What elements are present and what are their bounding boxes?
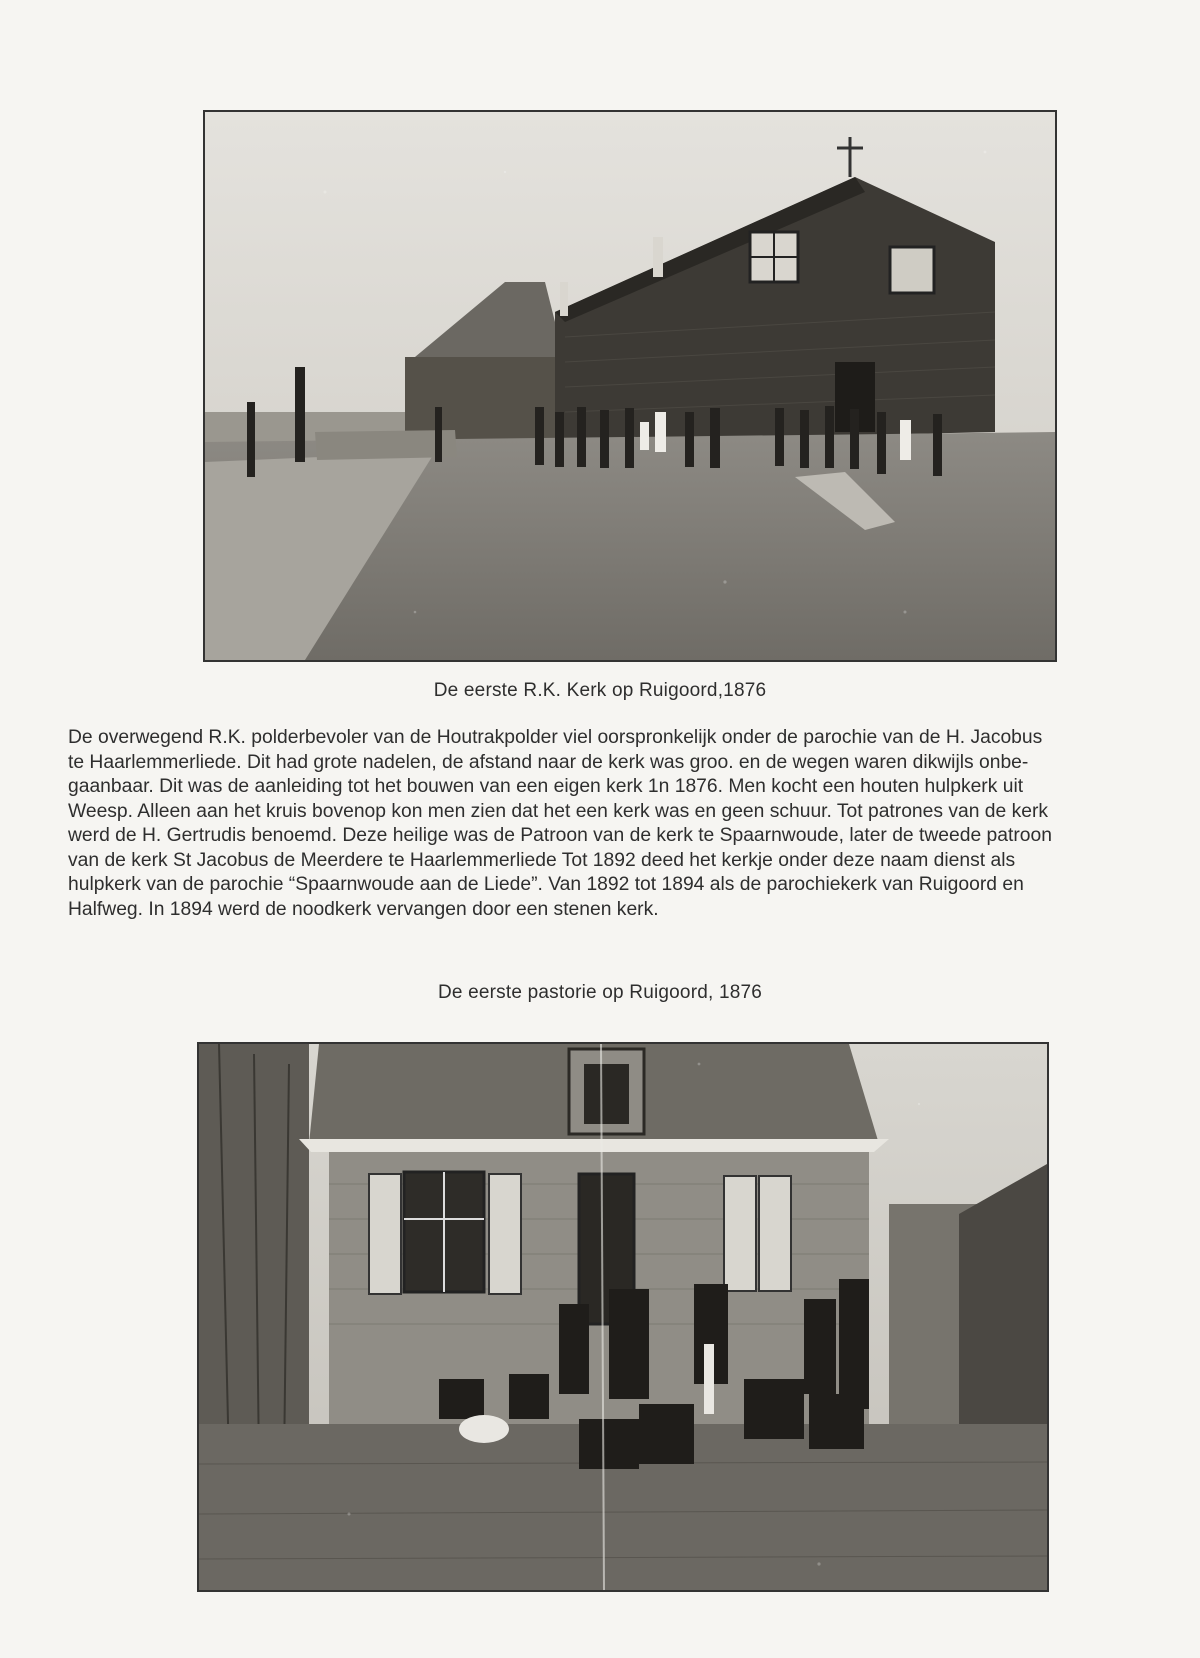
church-photo-caption: De eerste R.K. Kerk op Ruigoord,1876 — [433, 680, 767, 701]
paragraph-line: hulpkerk van de parochie “Spaarnwoude aan de Liede”. Van 1892 tot 1894 als de parochiekerk van Ruigoord en — [68, 874, 1024, 895]
rectory-photo-caption: De eerste pastorie op Ruigoord, 1876 — [437, 982, 763, 1003]
rectory-photo-image — [199, 1044, 1047, 1590]
paragraph-line: Halfweg. In 1894 werd de noodkerk vervangen door een stenen kerk. — [68, 898, 659, 920]
paragraph-line: van de kerk St Jacobus de Meerdere te Haarlemmerliede Tot 1892 deed het kerkje onder deze naam dienst als — [68, 849, 1016, 871]
paragraph-line: gaanbaar. Dit was de aanleiding tot het bouwen van een eigen kerk 1n 1876. Men kocht een houten hulpkerk uit — [68, 776, 1024, 797]
history-paragraph — [68, 726, 1148, 922]
paragraph-line: werd de H. Gertrudis benoemd. Deze heilige was de Patroon van de kerk te Spaarnwoude, later de tweede patroon — [68, 825, 1052, 846]
church-photo-image — [205, 112, 1055, 660]
paragraph-line: te Haarlemmerliede. Dit had grote nadelen, de afstand naar de kerk was groo. en de wegen waren dikwijls onbe- — [68, 751, 1029, 773]
rectory-photo — [197, 1042, 1049, 1592]
church-photo — [203, 110, 1057, 662]
paragraph-line: De overwegend R.K. polderbevoler van de Houtrakpolder viel oorspronkelijk onder de parochie van de H. Jacobus — [68, 727, 1043, 748]
paragraph-line: Weesp. Alleen aan het kruis bovenop kon men zien dat het een kerk was en geen schuur. Tot patrones van de kerk — [68, 800, 1049, 822]
